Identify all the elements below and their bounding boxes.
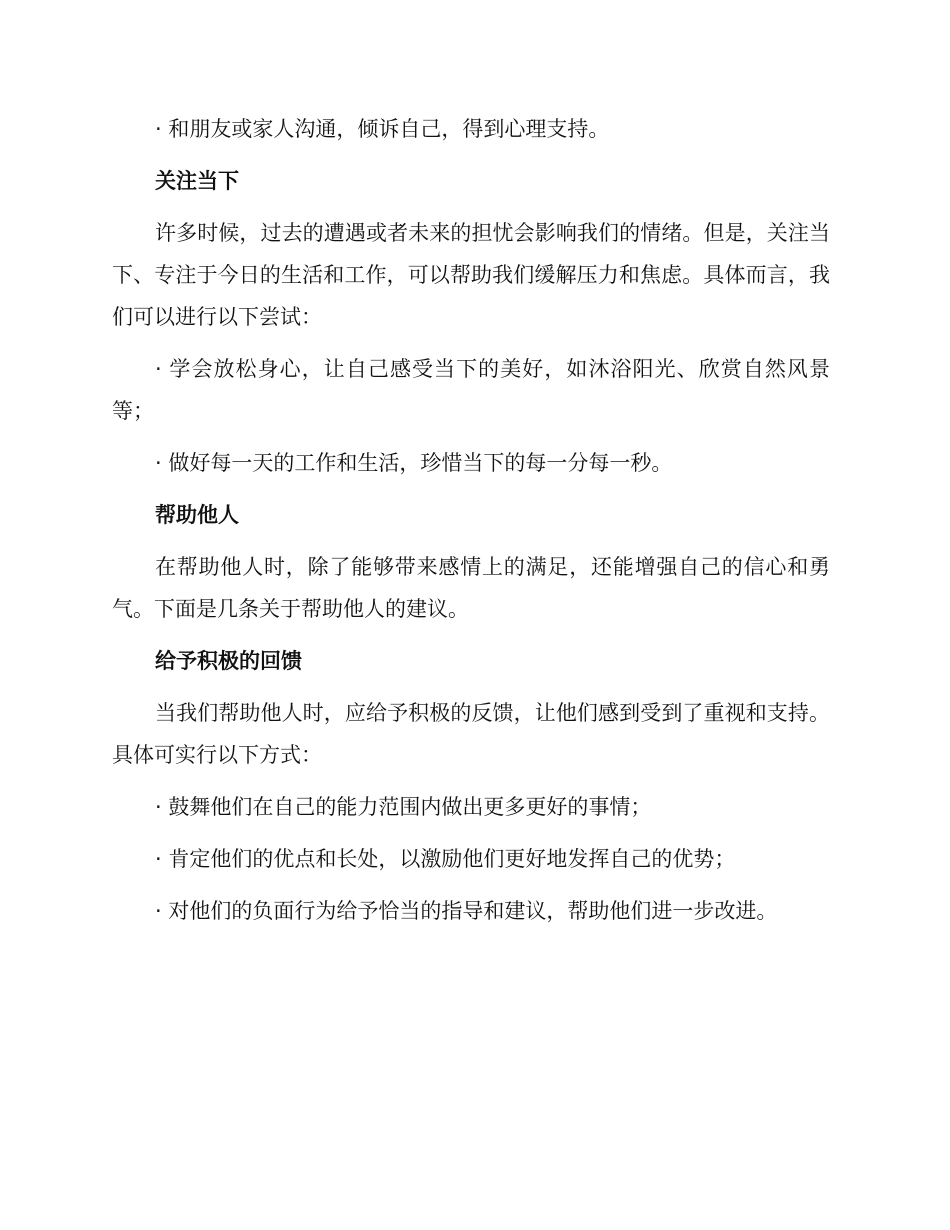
paragraph: 在帮助他人时，除了能够带来感情上的满足，还能增强自己的信心和勇气。下面是几条关于帮助他人的建议。 <box>112 555 830 621</box>
bullet-item: · 对他们的负面行为给予恰当的指导和建议，帮助他们进一步改进。 <box>155 899 778 923</box>
section-heading: 给予积极的回馈 <box>155 649 302 673</box>
bullet-item: · 做好每一天的工作和生活，珍惜当下的每一分每一秒。 <box>155 451 673 475</box>
bullet-item: · 鼓舞他们在自己的能力范围内做出更多更好的事情； <box>155 795 652 819</box>
paragraph: 许多时候，过去的遭遇或者未来的担忧会影响我们的情绪。但是，关注当下、专注于今日的生活和工作，可以帮助我们缓解压力和焦虑。具体而言，我们可以进行以下尝试： <box>112 221 830 329</box>
paragraph: 当我们帮助他人时，应给予积极的反馈，让他们感到受到了重视和支持。具体可实行以下方式： <box>112 701 830 767</box>
document-body <box>112 108 830 942</box>
bullet-item: · 学会放松身心，让自己感受当下的美好，如沐浴阳光、欣赏自然风景等； <box>112 357 830 423</box>
section-heading: 关注当下 <box>155 169 239 193</box>
bullet-item: · 和朋友或家人沟通，倾诉自己，得到心理支持。 <box>155 117 610 141</box>
section-heading: 帮助他人 <box>155 503 239 527</box>
bullet-item: · 肯定他们的优点和长处，以激励他们更好地发挥自己的优势； <box>155 847 736 871</box>
